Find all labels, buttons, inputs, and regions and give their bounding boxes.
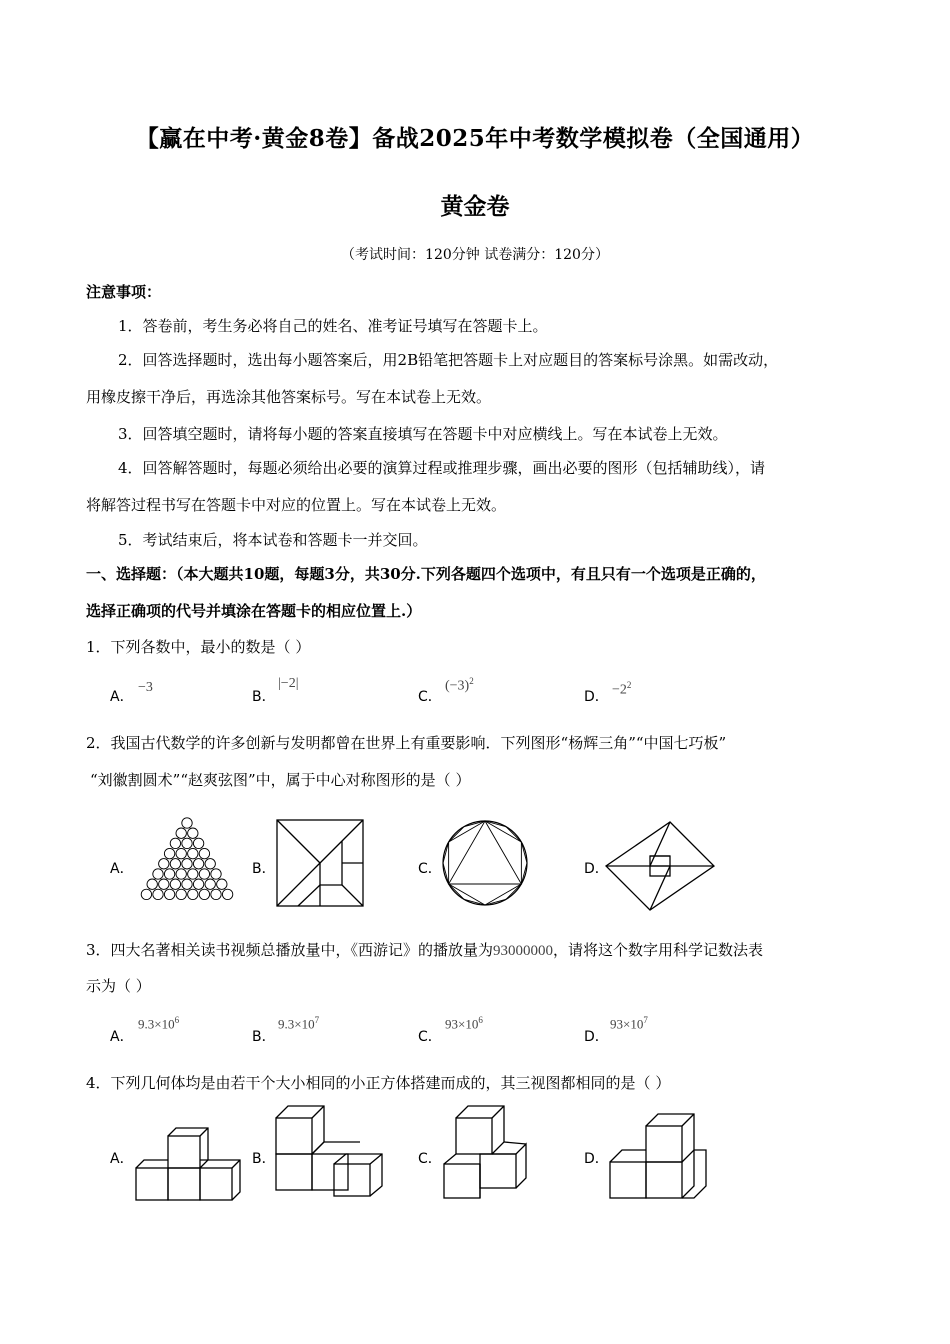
yanghui-circle	[193, 879, 203, 889]
yanghui-circle	[188, 889, 198, 899]
q3-number: 93000000	[493, 943, 554, 959]
q3-option-a-value: $9.3\times 10^6$	[138, 1015, 180, 1032]
cube-stack-b-figure	[274, 1104, 388, 1200]
section1-heading-b: 选择正确项的代号并填涂在答题卡的相应位置上.）	[86, 602, 422, 620]
yanghui-circle	[199, 889, 209, 899]
notes-heading: 注意事项：	[86, 283, 162, 301]
yanghui-circle	[199, 869, 209, 879]
yanghui-circle	[188, 828, 198, 838]
liuhui-circle-figure	[440, 818, 530, 908]
time-info: （考试时间：120分钟 试卷满分：120分）	[341, 247, 609, 263]
liuhui-triangle	[449, 821, 522, 884]
yanghui-circle	[222, 889, 232, 899]
cube-stack-d-figure	[608, 1112, 714, 1200]
q1-option-b-value: |−2|	[278, 676, 299, 691]
q1-option-a-value: −3	[138, 680, 153, 695]
yanghui-circle	[211, 889, 221, 899]
q4-option-d-label[interactable]: D．	[584, 1151, 609, 1167]
q2-option-d-label[interactable]: D．	[584, 861, 609, 877]
yanghui-circle	[188, 848, 198, 858]
cube-stack-a-figure	[134, 1128, 246, 1204]
q3-option-d-label[interactable]: D．	[584, 1029, 609, 1045]
yanghui-circle	[164, 889, 174, 899]
q4-stem: 4．下列几何体均是由若干个大小相同的小正方体搭建而成的，其三视图都相同的是（ ）	[86, 1074, 671, 1092]
yanghui-circle	[159, 879, 169, 889]
q3-option-b-label[interactable]: B．	[252, 1029, 276, 1045]
yanghui-circle	[147, 879, 157, 889]
note-5: 5．考试结束后，将本试卷和答题卡一并交回。	[118, 531, 428, 549]
q1-option-c-label[interactable]: C．	[418, 689, 442, 705]
cube-stack-c-figure	[442, 1104, 530, 1200]
q3-option-c-label[interactable]: C．	[418, 1029, 442, 1045]
yanghui-circle	[141, 889, 151, 899]
yanghui-circle	[199, 848, 209, 858]
q4-option-c-label[interactable]: C．	[418, 1151, 442, 1167]
page-subtitle: 黄金卷	[440, 193, 510, 220]
note-1: 1．答卷前，考生务必将自己的姓名、准考证号填写在答题卡上。	[118, 317, 548, 335]
liuhui-circle	[443, 821, 527, 905]
section1-heading-a: 一、选择题：（本大题共10题，每题3分，共30分.下列各题四个选项中，有且只有一个选项是正确的，	[86, 565, 766, 583]
yanghui-circle	[170, 879, 180, 889]
note-4a: 4．回答解答题时，每题必须给出必要的演算过程或推理步骤，画出必要的图形（包括辅助线），请	[118, 459, 766, 477]
q3-option-a-label[interactable]: A．	[110, 1029, 134, 1045]
q1-stem: 1．下列各数中，最小的数是（ ）	[86, 638, 311, 656]
yanghui-circle	[188, 869, 198, 879]
yanghui-circle	[164, 848, 174, 858]
q3-stem-b: 示为（ ）	[86, 977, 151, 995]
page-title: 【赢在中考·黄金8卷】备战2025年中考数学模拟卷（全国通用）	[135, 125, 815, 152]
zhaoshuang-figure	[604, 820, 716, 912]
yanghui-circle	[182, 859, 192, 869]
yanghui-circle	[193, 859, 203, 869]
yanghui-triangle-figure	[132, 816, 242, 908]
yanghui-circle	[176, 889, 186, 899]
note-2b: 用橡皮擦干净后，再选涂其他答案标号。写在本试卷上无效。	[86, 388, 492, 406]
yanghui-circle	[170, 838, 180, 848]
yanghui-circle	[182, 818, 192, 828]
q3-option-d-value: $93\times 10^7$	[610, 1015, 648, 1032]
yanghui-circle	[176, 828, 186, 838]
yanghui-circle	[193, 838, 203, 848]
q2-stem-a: 2．我国古代数学的许多创新与发明都曾在世界上有重要影响．下列图形“杨辉三角”“中国七巧板”	[86, 734, 727, 752]
yanghui-circle	[182, 838, 192, 848]
q1-option-d-label[interactable]: D．	[584, 689, 609, 705]
yanghui-circle	[159, 859, 169, 869]
yanghui-circle	[153, 869, 163, 879]
yanghui-circle	[176, 869, 186, 879]
q2-stem-b: “刘徽割圆术”“赵爽弦图”中，属于中心对称图形的是（ ）	[90, 771, 471, 789]
q2-option-b-label[interactable]: B．	[252, 861, 276, 877]
note-2a: 2．回答选择题时，选出每小题答案后，用2B铅笔把答题卡上对应题目的答案标号涂黑。如需改动，	[118, 351, 779, 369]
yanghui-circle	[211, 869, 221, 879]
q4-option-b-label[interactable]: B．	[252, 1151, 276, 1167]
q2-option-c-label[interactable]: C．	[418, 861, 442, 877]
liuhui-hexagon	[449, 821, 522, 905]
q3-option-b-value: $9.3\times 10^7$	[278, 1015, 320, 1032]
q2-option-a-label[interactable]: A．	[110, 861, 134, 877]
q1-option-d-value: $-2^2$	[612, 680, 632, 698]
yanghui-circle	[153, 889, 163, 899]
yanghui-circle	[176, 848, 186, 858]
q1-option-b-label[interactable]: B．	[252, 689, 276, 705]
q3-stem-a: 3．四大名著相关读书视频总播放量中，《西游记》的播放量为93000000，请将这个数字用科学记数法表	[86, 941, 764, 959]
q4-option-a-label[interactable]: A．	[110, 1151, 134, 1167]
yanghui-circle	[217, 879, 227, 889]
yanghui-circle	[205, 859, 215, 869]
note-4b: 将解答过程书写在答题卡中对应的位置上。写在本试卷上无效。	[86, 496, 507, 514]
q1-option-a-label[interactable]: A．	[110, 689, 134, 705]
yanghui-circle	[164, 869, 174, 879]
yanghui-circle	[182, 879, 192, 889]
yanghui-circle	[170, 859, 180, 869]
note-3: 3．回答填空题时，请将每小题的答案直接填写在答题卡中对应横线上。写在本试卷上无效。	[118, 425, 728, 443]
yanghui-circle	[205, 879, 215, 889]
q3-option-c-value: $93\times 10^6$	[445, 1015, 483, 1032]
q1-option-c-value: $(-3)^2$	[445, 676, 474, 694]
tangram-figure	[276, 819, 364, 907]
